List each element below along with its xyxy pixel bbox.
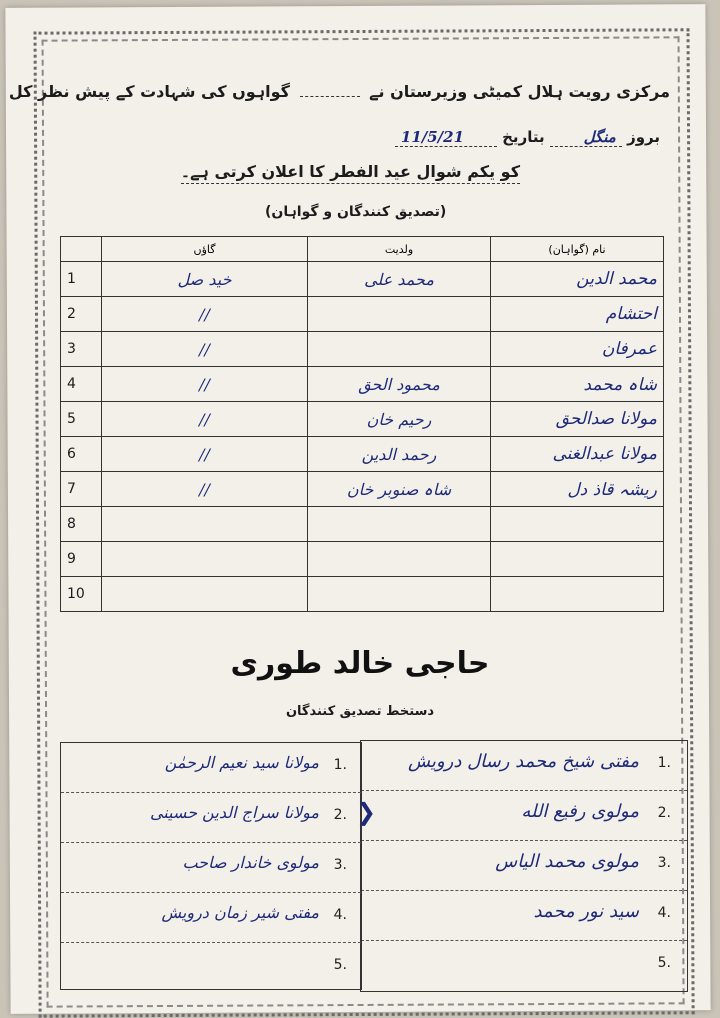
row-number: 1: [67, 271, 76, 287]
witness-table: [60, 236, 664, 612]
father-name: رحمد الدین: [361, 444, 437, 464]
signature-row: [361, 941, 687, 990]
header-line1-end: گواہوں کی شہادت کے پیش نظر کل: [8, 82, 290, 101]
header-line1-blank: [300, 96, 360, 97]
header-father: ولدیت: [308, 237, 491, 262]
row-number-cell: [61, 262, 102, 297]
signature-row: [361, 791, 687, 841]
witness-name: محمد الدین: [576, 269, 657, 289]
signature-text: مولانا سید نعیم الرحمٰن: [164, 753, 319, 772]
village-name-cell: [102, 297, 308, 332]
father-name-cell: [308, 542, 491, 577]
header-number: [61, 237, 102, 262]
table-row: [61, 507, 664, 542]
signature-number: 3.: [333, 857, 347, 873]
table-row: [61, 332, 664, 367]
signature-number: 1.: [657, 755, 671, 771]
row-number: 9: [67, 551, 76, 567]
father-name: محمود الحق: [358, 374, 440, 394]
father-name-cell: [308, 262, 491, 297]
signature-text: مولوی محمد الیاس: [495, 851, 639, 872]
village-name-cell: [102, 472, 308, 507]
village-name-cell: [102, 437, 308, 472]
signature-number: 5.: [333, 957, 347, 973]
father-name: محمد علی: [364, 269, 434, 289]
village-name-cell: [102, 367, 308, 402]
signature-text: مفتی شیخ محمد رسال درویش: [407, 751, 639, 772]
father-name-cell: [308, 437, 491, 472]
row-number-cell: [61, 542, 102, 577]
header-line-2: [395, 128, 660, 147]
header-line-3: کو یکم شوال عید الفطر کا اعلان کرتی ہے۔: [181, 162, 520, 184]
witness-name-cell: [491, 577, 664, 612]
signature-number: 2.: [657, 805, 671, 821]
row-number-cell: [61, 437, 102, 472]
table-row: [61, 437, 664, 472]
signature-row: [61, 743, 361, 793]
village-name-cell: [102, 402, 308, 437]
village-name-cell: [102, 577, 308, 612]
page-title: حاجی خالد طوری: [230, 646, 490, 681]
signatures-title: دستخط تصدیق کنندگان: [285, 704, 435, 719]
witness-name-cell: [491, 542, 664, 577]
signature-text: سید نور محمد: [533, 901, 639, 922]
witness-name-cell: [491, 437, 664, 472]
signature-row: [61, 893, 361, 943]
village-name-cell: [102, 262, 308, 297]
father-name-cell: [308, 367, 491, 402]
witness-name-cell: [491, 262, 664, 297]
row-number: 2: [67, 306, 76, 322]
village-name-cell: [102, 507, 308, 542]
tick-mark-icon: ❯: [356, 798, 377, 826]
header-name: نام (گواہان): [491, 237, 664, 262]
signature-number: 4.: [333, 907, 347, 923]
row-number: 5: [67, 411, 76, 427]
row-number-cell: [61, 577, 102, 612]
table-row: [61, 402, 664, 437]
signature-number: 4.: [657, 905, 671, 921]
witness-name: شاہ محمد: [583, 374, 657, 395]
table-row: [61, 472, 664, 507]
signature-text: مولوی رفیع الله: [521, 801, 639, 822]
father-name-cell: [308, 402, 491, 437]
father-name-cell: [308, 507, 491, 542]
header-line-1: [9, 82, 670, 101]
row-number-cell: [61, 332, 102, 367]
father-name: رحیم خان: [366, 409, 432, 429]
signatures-left-box: [60, 742, 362, 990]
village-name: //: [199, 444, 210, 464]
table-row: [61, 367, 664, 402]
signature-row: [361, 891, 687, 941]
witness-name: مولانا عبدالغنی: [552, 444, 657, 464]
village-name: //: [199, 409, 210, 429]
table-header-row: [61, 237, 664, 262]
signature-number: 2.: [333, 807, 347, 823]
witness-name: احتشام: [605, 304, 657, 324]
table-row: [61, 297, 664, 332]
village-name: //: [199, 374, 210, 394]
witness-name-cell: [491, 367, 664, 402]
signature-row: [61, 943, 361, 992]
table-body: [61, 262, 664, 612]
table-row: [61, 262, 664, 297]
father-name-cell: [308, 472, 491, 507]
father-name-cell: [308, 577, 491, 612]
table-row: [61, 577, 664, 612]
row-number: 3: [67, 341, 76, 357]
father-name: شاہ صنوبر خان: [346, 479, 452, 499]
header-line1-start: مرکزی رویت ہلال کمیٹی وزیرستان نے: [369, 82, 670, 101]
father-name-cell: [308, 332, 491, 367]
row-number: 6: [67, 446, 76, 462]
witness-name-cell: [491, 297, 664, 332]
row-number-cell: [61, 297, 102, 332]
signature-text: مولوی خاندار صاحب: [182, 853, 319, 872]
witness-name: عمرفان: [601, 339, 657, 359]
row-number: 8: [67, 516, 76, 532]
signature-number: 1.: [333, 757, 347, 773]
row-number: 4: [67, 376, 76, 392]
row-number-cell: [61, 402, 102, 437]
day-label: بروز: [627, 128, 660, 146]
signature-number: 3.: [657, 855, 671, 871]
signatures-right-box: [360, 740, 688, 992]
village-name-cell: [102, 332, 308, 367]
village-name: //: [199, 304, 210, 324]
row-number-cell: [61, 507, 102, 542]
row-number: 7: [67, 481, 76, 497]
date-value: 11/5/21: [395, 128, 497, 147]
table-row: [61, 542, 664, 577]
father-name-cell: [308, 297, 491, 332]
day-value: منگل: [550, 128, 622, 147]
witness-name-cell: [491, 507, 664, 542]
row-number: 10: [67, 586, 85, 602]
signature-number: 5.: [657, 955, 671, 971]
signature-row: [61, 793, 361, 843]
date-label: بتاریخ: [502, 128, 545, 146]
village-name: خید صل: [177, 269, 232, 289]
witness-name: مولانا صدالحق: [555, 409, 657, 429]
signature-row: [361, 841, 687, 891]
header-line-4: (تصدیق کنندگان و گواہان): [265, 204, 447, 220]
witness-name-cell: [491, 472, 664, 507]
village-name: //: [199, 479, 210, 499]
signature-row: [361, 741, 687, 791]
witness-name: ریشہ قاذ دل: [567, 479, 657, 500]
signature-text: مفتی شیر زمان درویش: [161, 903, 319, 922]
witness-name-cell: [491, 402, 664, 437]
village-name: //: [199, 339, 210, 359]
witness-name-cell: [491, 332, 664, 367]
row-number-cell: [61, 472, 102, 507]
signature-row: [61, 843, 361, 893]
village-name-cell: [102, 542, 308, 577]
row-number-cell: [61, 367, 102, 402]
header-village: گاؤں: [102, 237, 308, 262]
signature-text: مولانا سراج الدین حسینی: [149, 803, 319, 822]
